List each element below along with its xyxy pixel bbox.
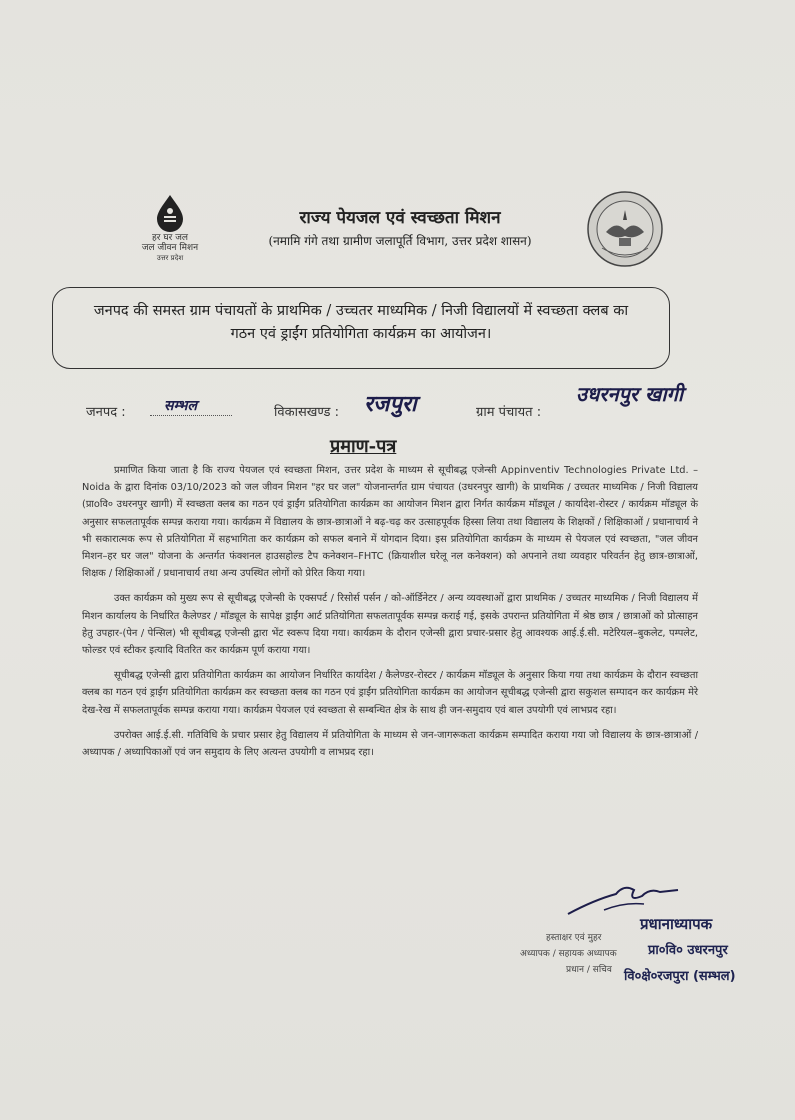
teacher-label: अध्यापक / सहायक अध्यापक [520, 949, 617, 959]
stamp-headmaster: प्रधानाध्यापक [640, 915, 713, 933]
signature-label: हस्ताक्षर एवं मुहर [546, 933, 602, 943]
certificate-body [82, 462, 698, 769]
jal-jeevan-mission-logo [138, 193, 202, 263]
signature-block [500, 880, 790, 990]
location-fields [86, 382, 746, 428]
body-paragraph-2: उक्त कार्यक्रम को मुख्य रूप से सूचीबद्ध एजेन्सी के एक्सपर्ट / रिसोर्स पर्सन / को-ऑर्डिनेटर / अन्य व्यवस्थाओं द्वारा प्राथमिक / उच्चतर माध्यमिक / निजी विद्यालय में मिशन कार्यालय के निर्धारित कैलेण्डर / मॉड्यूल के सापेक्ष ड्राईंग आर्ट प्रतियोगिता सफलतापूर्वक सम्पन्न कराई गई, इसके उपरान्त प्रतियोगिता में श्रेष्ठ छात्र / छात्राओं को प्रोत्साहन हेतु उपहार-(पेन / पेन्सिल) भी सूचीबद्ध एजेन्सी द्वारा भेंट स्वरूप दिया गया। कार्यक्रम के दौरान एजेन्सी द्वारा प्रचार-प्रसार हेतु आवश्यक आई.ई.सी. मटेरियल–बुकलेट, पम्पलेट, फोल्डर एवं स्टीकर इत्यादि वितरित कर कार्यक्रम पूर्ण कराया गया। [82, 593, 698, 657]
block-label: विकासखण्ड : [274, 405, 340, 420]
logo-text-2: जल जीवन मिशन [141, 243, 199, 253]
certificate-title: प्रमाण-पत्र [330, 436, 397, 457]
mission-subtitle: (नमामि गंगे तथा ग्रामीण जलापूर्ति विभाग, उत्तर प्रदेश शासन) [268, 234, 532, 248]
body-paragraph-3: सूचीबद्ध एजेन्सी द्वारा प्रतियोगिता कार्यक्रम का आयोजन निर्धारित कार्यादेश / कैलेण्डर-रोस्टर / कार्यक्रम मॉड्यूल के अनुसार किया गया तथा कार्यक्रम के दौरान स्वच्छता क्लब का गठन एवं ड्राईंग प्रतियोगिता कार्यक्रम कर स्वच्छता क्लब का गठन एवं ड्राईंग प्रतियोगिता कार्यक्रम का आयोजन सूचीबद्ध एजेन्सी द्वारा सकुशल सम्पादन कर कार्यक्रम मेरे देख-रेख में सफलतापूर्वक सम्पन्न कराया गया। कार्यक्रम पेयजल एवं स्वच्छता से सम्बन्धित क्षेत्र के साथ ही जन-समुदाय एवं बाल उपयोगी एवं लाभप्रद रहा। [82, 670, 698, 716]
subject-line-2: गठन एवं ड्राईंग प्रतियोगिता कार्यक्रम का आयोजन। [230, 326, 492, 342]
panchayat-value: उधरनपुर खागी [576, 382, 684, 406]
district-value: सम्भल [164, 398, 197, 414]
body-paragraph-1: प्रमाणित किया जाता है कि राज्य पेयजल एवं स्वच्छता मिशन, उत्तर प्रदेश के माध्यम से सूचीबद्ध एजेन्सी Appinventiv Technologies Private Ltd. – Noida के द्वारा दिनांक 03/10/2023 को जल जीवन मिशन "हर घर जल" योजनान्तर्गत ग्राम पंचायत (उधरनपुर खागी) के प्राथमिक / उच्चतर माध्यमिक / निजी विद्यालय (प्राoवि० उधरनपुर खागी) में स्वच्छता क्लब का गठन एवं ड्राईंग प्रतियोगिता कार्यक्रम का आयोजन मिशन द्वारा निर्गत कार्यक्रम मॉड्यूल / कार्यादेश-रोस्टर / कार्यक्रम मॉड्यूल के अनुसार सफलतापूर्वक सम्पन्न कराया गया। कार्यक्रम में विद्यालय के छात्र-छात्राओं ने बढ़-चढ़ कर उत्साहपूर्वक हिस्सा लिया तथा विद्यालय के शिक्षकों / शिक्षिकाओं / प्रधानाचार्य ने भी सकारात्मक रूप से प्रतियोगिता में सहभागिता कर कार्यक्रम को सफल बनाने में योगदान दिया। इस प्रतियोगिता कार्यक्रम के माध्यम से पेयजल एवं स्वच्छता, "जल जीवन मिशन–हर घर जल" योजना के अन्तर्गत फंक्शनल हाउसहोल्ड टैप कनेक्शन–FHTC (क्रियाशील घरेलू नल कनेक्शन) को अपनाने तथा व्यवहार परिवर्तन हेतु छात्र-छात्राओं, शिक्षक / शिक्षिकाओं / प्रधानाचार्य तथा अन्य उपस्थित लोगों को प्रेरित किया गया। [82, 465, 698, 580]
block-value: रजपुरा [364, 392, 417, 417]
water-drop-icon [153, 193, 187, 233]
stamp-block: वि०क्षे०रजपुरा (सम्भल) [624, 969, 736, 984]
mission-title: राज्य पेयजल एवं स्वच्छता मिशन [299, 208, 501, 228]
stamp-school: प्रा०वि० उधरनपुर [648, 943, 728, 958]
subject-line-1: जनपद की समस्त ग्राम पंचायतों के प्राथमिक / उच्चतर माध्यमिक / निजी विद्यालयों में स्वच्छता क्लब का [93, 303, 629, 319]
up-government-seal-icon [586, 190, 664, 268]
panchayat-label: ग्राम पंचायत : [476, 405, 542, 420]
logo-text-1: हर घर जल [152, 233, 188, 243]
letterhead [215, 205, 585, 249]
logo-text-3: उत्तर प्रदेश [156, 254, 184, 262]
body-paragraph-4: उपरोक्त आई.ई.सी. गतिविधि के प्रचार प्रसार हेतु विद्यालय में प्रतियोगिता के माध्यम से जन-जागरूकता कार्यक्रम सम्पादित कराया गया जो विद्यालय के छात्र-छात्राओं / अध्यापक / अध्यापिकाओं एवं जन समुदाय के लिए अत्यन्त उपयोगी व लाभप्रद रहा। [82, 729, 698, 759]
district-underline [150, 415, 232, 416]
district-label: जनपद : [86, 405, 126, 420]
subject-box [52, 287, 670, 369]
pradhan-label: प्रधान / सचिव [566, 965, 612, 975]
